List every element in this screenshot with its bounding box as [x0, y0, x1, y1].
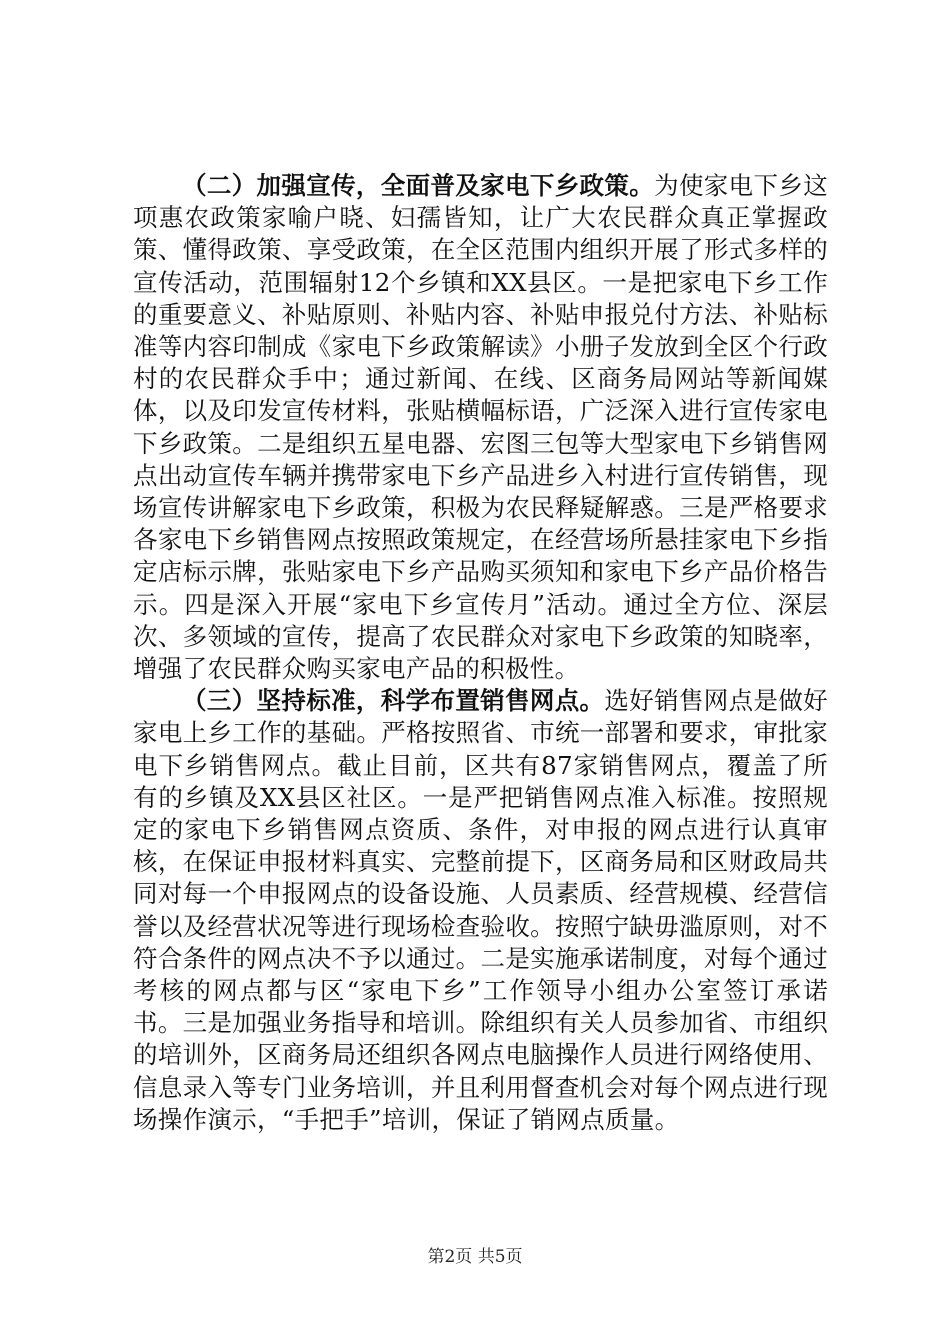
document-body: [133, 170, 828, 1136]
section-heading-publicity: （二）加强宣传，全面普及家电下乡政策。: [182, 171, 655, 200]
paragraph-publicity: [133, 170, 828, 685]
page-footer: 第2页 共5页: [427, 1247, 523, 1267]
paragraph-text: 为使家电下乡这项惠农政策家喻户晓、妇孺皆知，让广大农民群众真正掌握政策、懂得政策、享受政策，在全区范围内组织开展了形式多样的宣传活动，范围辐射12个乡镇和XX县区。一是把家电下乡工作的重要意义、补贴原则、补贴内容、补贴申报兑付方法、补贴标准等内容印制成《家电下乡政策解读》小册子发放到全区个行政村的农民群众手中；通过新闻、在线、区商务局网站等新闻媒体，以及印发宣传材料，张贴横幅标语，广泛深入进行宣传家电下乡政策。二是组织五星电器、宏图三包等大型家电下乡销售网点出动宣传车辆并携带家电下乡产品进乡入村进行宣传销售，现场宣传讲解家电下乡政策，积极为农民释疑解惑。三是严格要求各家电下乡销售网点按照政策规定，在经营场所悬挂家电下乡指定店标示牌，张贴家电下乡产品购买须知和家电下乡产品价格告示。四是深入开展“家电下乡宣传月”活动。通过全方位、深层次、多领域的宣传，提高了农民群众对家电下乡政策的知晓率，增强了农民群众购买家电产品的积极性。: [133, 171, 828, 684]
paragraph-sales-outlets: [133, 685, 828, 1136]
section-heading-sales-outlets: （三）坚持标准，科学布置销售网点。: [182, 686, 605, 716]
paragraph-text: 选好销售网点是做好家电上乡工作的基础。严格按照省、市统一部署和要求，审批家电下乡销售网点。截止目前，区共有87家销售网点，覆盖了所有的乡镇及XX县区社区。一是严把销售网点准入标准。按照规定的家电下乡销售网点资质、条件，对申报的网点进行认真审核，在保证申报材料真实、完整前提下，区商务局和区财政局共同对每一个申报网点的设备设施、人员素质、经营规模、经营信誉以及经营状况等进行现场检查验收。按照宁缺毋滥原则，对不符合条件的网点决不予以通过。二是实施承诺制度，对每个通过考核的网点都与区“家电下乡”工作领导小组办公室签订承诺书。三是加强业务指导和培训。除组织有关人员参加省、市组织的培训外，区商务局还组织各网点电脑操作人员进行网络使用、信息录入等专门业务培训，并且利用督查机会对每个网点进行现场操作演示，“手把手”培训，保证了销网点质量。: [133, 686, 828, 1134]
